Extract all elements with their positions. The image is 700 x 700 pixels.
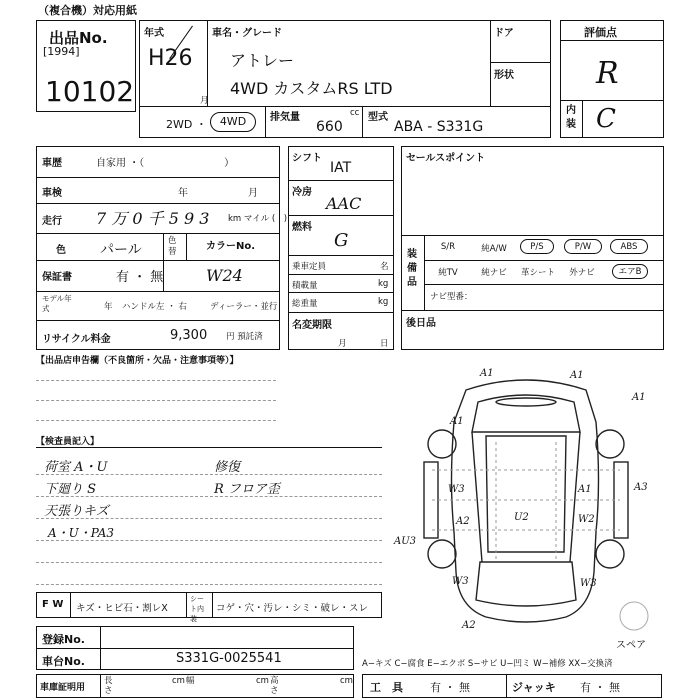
recycle-unit: 円 預託済 <box>226 332 263 342</box>
ac-value: AAC <box>326 194 362 213</box>
reg-month: 月 <box>338 339 347 349</box>
equip-aw: 純A/W <box>481 244 507 254</box>
equip-sr: S/R <box>440 242 456 252</box>
warranty-label: 保証書 <box>42 272 72 283</box>
model-year-label: モデル年式 <box>42 294 72 313</box>
fuel-value: G <box>334 230 349 251</box>
jack-value: 有 ・ 無 <box>580 681 620 694</box>
car-grade: 4WD カスタムRS LTD <box>230 79 393 98</box>
lot-box <box>36 20 136 112</box>
recycle-value: 9,300 <box>170 328 208 343</box>
inspection-year-unit: 年 <box>178 188 188 199</box>
weight-unit: kg <box>378 297 389 307</box>
year-value: H26 <box>148 46 193 71</box>
mark-w3-bottom: W3 <box>452 576 469 587</box>
spare-label: スペア <box>616 640 646 651</box>
fuel-label: 燃料 <box>292 222 312 233</box>
inspector-label: 【検査員記入】 <box>36 437 100 447</box>
dim-height-label: 高さ <box>270 676 279 696</box>
tools-label: 工 具 <box>370 681 403 694</box>
interior-score: C <box>596 104 616 134</box>
drive-options: 2WD ・ <box>166 118 207 131</box>
inspector-note-3: 天張りキズ <box>44 504 109 519</box>
mark-au3-left: AU3 <box>394 536 417 547</box>
capacity-unit: 名 <box>380 262 389 272</box>
drive-selected: 4WD <box>210 112 256 132</box>
mark-w3-left: W3 <box>448 484 465 495</box>
color-change-label: 色替 <box>168 236 177 257</box>
dim-length-cm: cm <box>172 676 185 686</box>
tools-value: 有 ・ 無 <box>430 681 470 694</box>
load-label: 積載量 <box>292 281 318 291</box>
seller-note-label: 【出品店申告欄（不良箇所・欠品・注意事項等）】 <box>36 356 239 366</box>
inspection-label: 車検 <box>42 188 62 199</box>
equipment-label: 装備品 <box>407 249 417 288</box>
name-label: 車名・グレード <box>212 28 282 39</box>
later-date-label: 後日品 <box>406 318 436 329</box>
model-year-unit: 年 <box>104 302 113 312</box>
inspector-note-4: A・U・PA3 <box>48 526 115 540</box>
color-value: パール <box>100 242 142 258</box>
fw-label: F W <box>42 599 64 610</box>
model-label: 型式 <box>368 112 388 123</box>
dim-width-label: 幅 <box>186 676 195 686</box>
year-label: 年式 <box>144 28 164 39</box>
equip-pw: P/W <box>564 239 602 254</box>
color-no-label: カラーNo. <box>206 241 256 252</box>
dimensions-label: 車庫証明用 <box>40 683 86 693</box>
mark-a3-right: A3 <box>634 482 648 493</box>
equip-ps: P/S <box>520 239 554 254</box>
rating-label: 評価点 <box>584 26 617 39</box>
inspector-note-1: 荷室 A・U <box>44 460 108 475</box>
displacement-label: 排気量 <box>270 112 300 123</box>
mark-a1-top-right: A1 <box>570 370 584 381</box>
registration-label: 登録No. <box>42 633 85 646</box>
chassis-value: S331G-0025541 <box>176 651 282 666</box>
mark-a1-right: A1 <box>632 392 646 403</box>
equip-tv: 純TV <box>438 268 458 278</box>
dim-width-cm: cm <box>256 676 269 686</box>
fw-items: キズ・ヒビ石・割レX <box>76 603 168 614</box>
mark-a1-top-left: A1 <box>480 368 494 379</box>
lot-number: 10102 <box>45 75 135 108</box>
mark-a2-left: A2 <box>456 516 470 527</box>
jack-label: ジャッキ <box>512 681 556 694</box>
inspector-note-2: 下廻り S <box>44 482 97 497</box>
reg-change-label: 名変期限 <box>292 320 332 331</box>
reg-day: 日 <box>380 339 389 349</box>
model-value: ABA - S331G <box>394 119 484 135</box>
mark-w2-right: W2 <box>578 514 595 525</box>
mark-w3-bottom-right: W3 <box>580 578 597 589</box>
warranty-value: 有 ・ 無 <box>116 270 164 285</box>
mark-a2-bottom: A2 <box>462 620 476 631</box>
inspector-note-floor: R フロア歪 <box>214 482 280 497</box>
recycle-label: リサイクル料金 <box>42 334 111 345</box>
capacity-label: 乗車定員 <box>292 262 327 272</box>
door-label: ドア <box>494 28 514 39</box>
handle-value: 左 ・ 右 <box>156 302 187 312</box>
shape-label: 形状 <box>494 70 514 81</box>
form-type-header: （複合機）対応用紙 <box>38 4 137 17</box>
seat-items: コゲ・穴・汚レ・シミ・破レ・スレ <box>216 603 369 614</box>
ac-label: 冷房 <box>292 187 312 198</box>
lot-year-note: [1994] <box>43 45 80 58</box>
chassis-label: 車台No. <box>42 655 85 668</box>
mileage-digits: 7 万 0 千 5 9 3 <box>96 209 210 228</box>
mileage-unit: km マイル ( ) <box>228 214 288 224</box>
inspector-note-repair: 修復 <box>214 460 241 475</box>
car-damage-diagram <box>396 362 696 640</box>
weight-label: 総重量 <box>292 299 318 309</box>
mark-a1-mid: A1 <box>578 484 592 495</box>
sales-point-label: セールスポイント <box>406 153 486 164</box>
equip-navi: 純ナビ <box>481 268 507 278</box>
navi-label: ナビ型番： <box>430 292 473 302</box>
dim-height-cm: cm <box>340 676 353 686</box>
color-no-value: W24 <box>206 266 243 285</box>
history-value: 自家用 ・（ ） <box>96 158 235 169</box>
history-label: 車歴 <box>42 158 62 169</box>
car-name: アトレー <box>230 51 295 70</box>
equip-airbag: エアB <box>612 264 648 279</box>
mark-u2-center: U2 <box>514 512 529 523</box>
dim-length-label: 長さ <box>104 676 113 696</box>
cc-unit: cc <box>350 108 360 118</box>
rating-score: R <box>596 56 619 91</box>
lot-label: 出品No. <box>49 29 108 47</box>
mileage-label: 走行 <box>42 216 62 227</box>
shift-label: シフト <box>292 153 322 164</box>
equip-leather: 革シート <box>520 268 555 278</box>
inspection-month-unit: 月 <box>248 188 258 199</box>
equip-abs: ABS <box>610 239 648 254</box>
equip-ext-navi: 外ナビ <box>569 268 595 278</box>
dealer-label: ディーラー・並行 <box>210 302 278 312</box>
shift-value: IAT <box>330 160 352 176</box>
color-label: 色 <box>56 245 66 256</box>
damage-legend: A−キズ C−腐食 E−エクボ S−サビ U−凹ミ W−補修 XX−交換済 <box>362 659 613 669</box>
mark-a1-left: A1 <box>450 416 464 427</box>
interior-label: 内装 <box>566 105 576 130</box>
seat-label: シート内装 <box>190 595 204 623</box>
load-unit: kg <box>378 279 389 289</box>
month-label: 月 <box>200 96 209 106</box>
displacement-value: 660 <box>316 119 343 135</box>
handle-label: ハンドル <box>122 302 157 312</box>
